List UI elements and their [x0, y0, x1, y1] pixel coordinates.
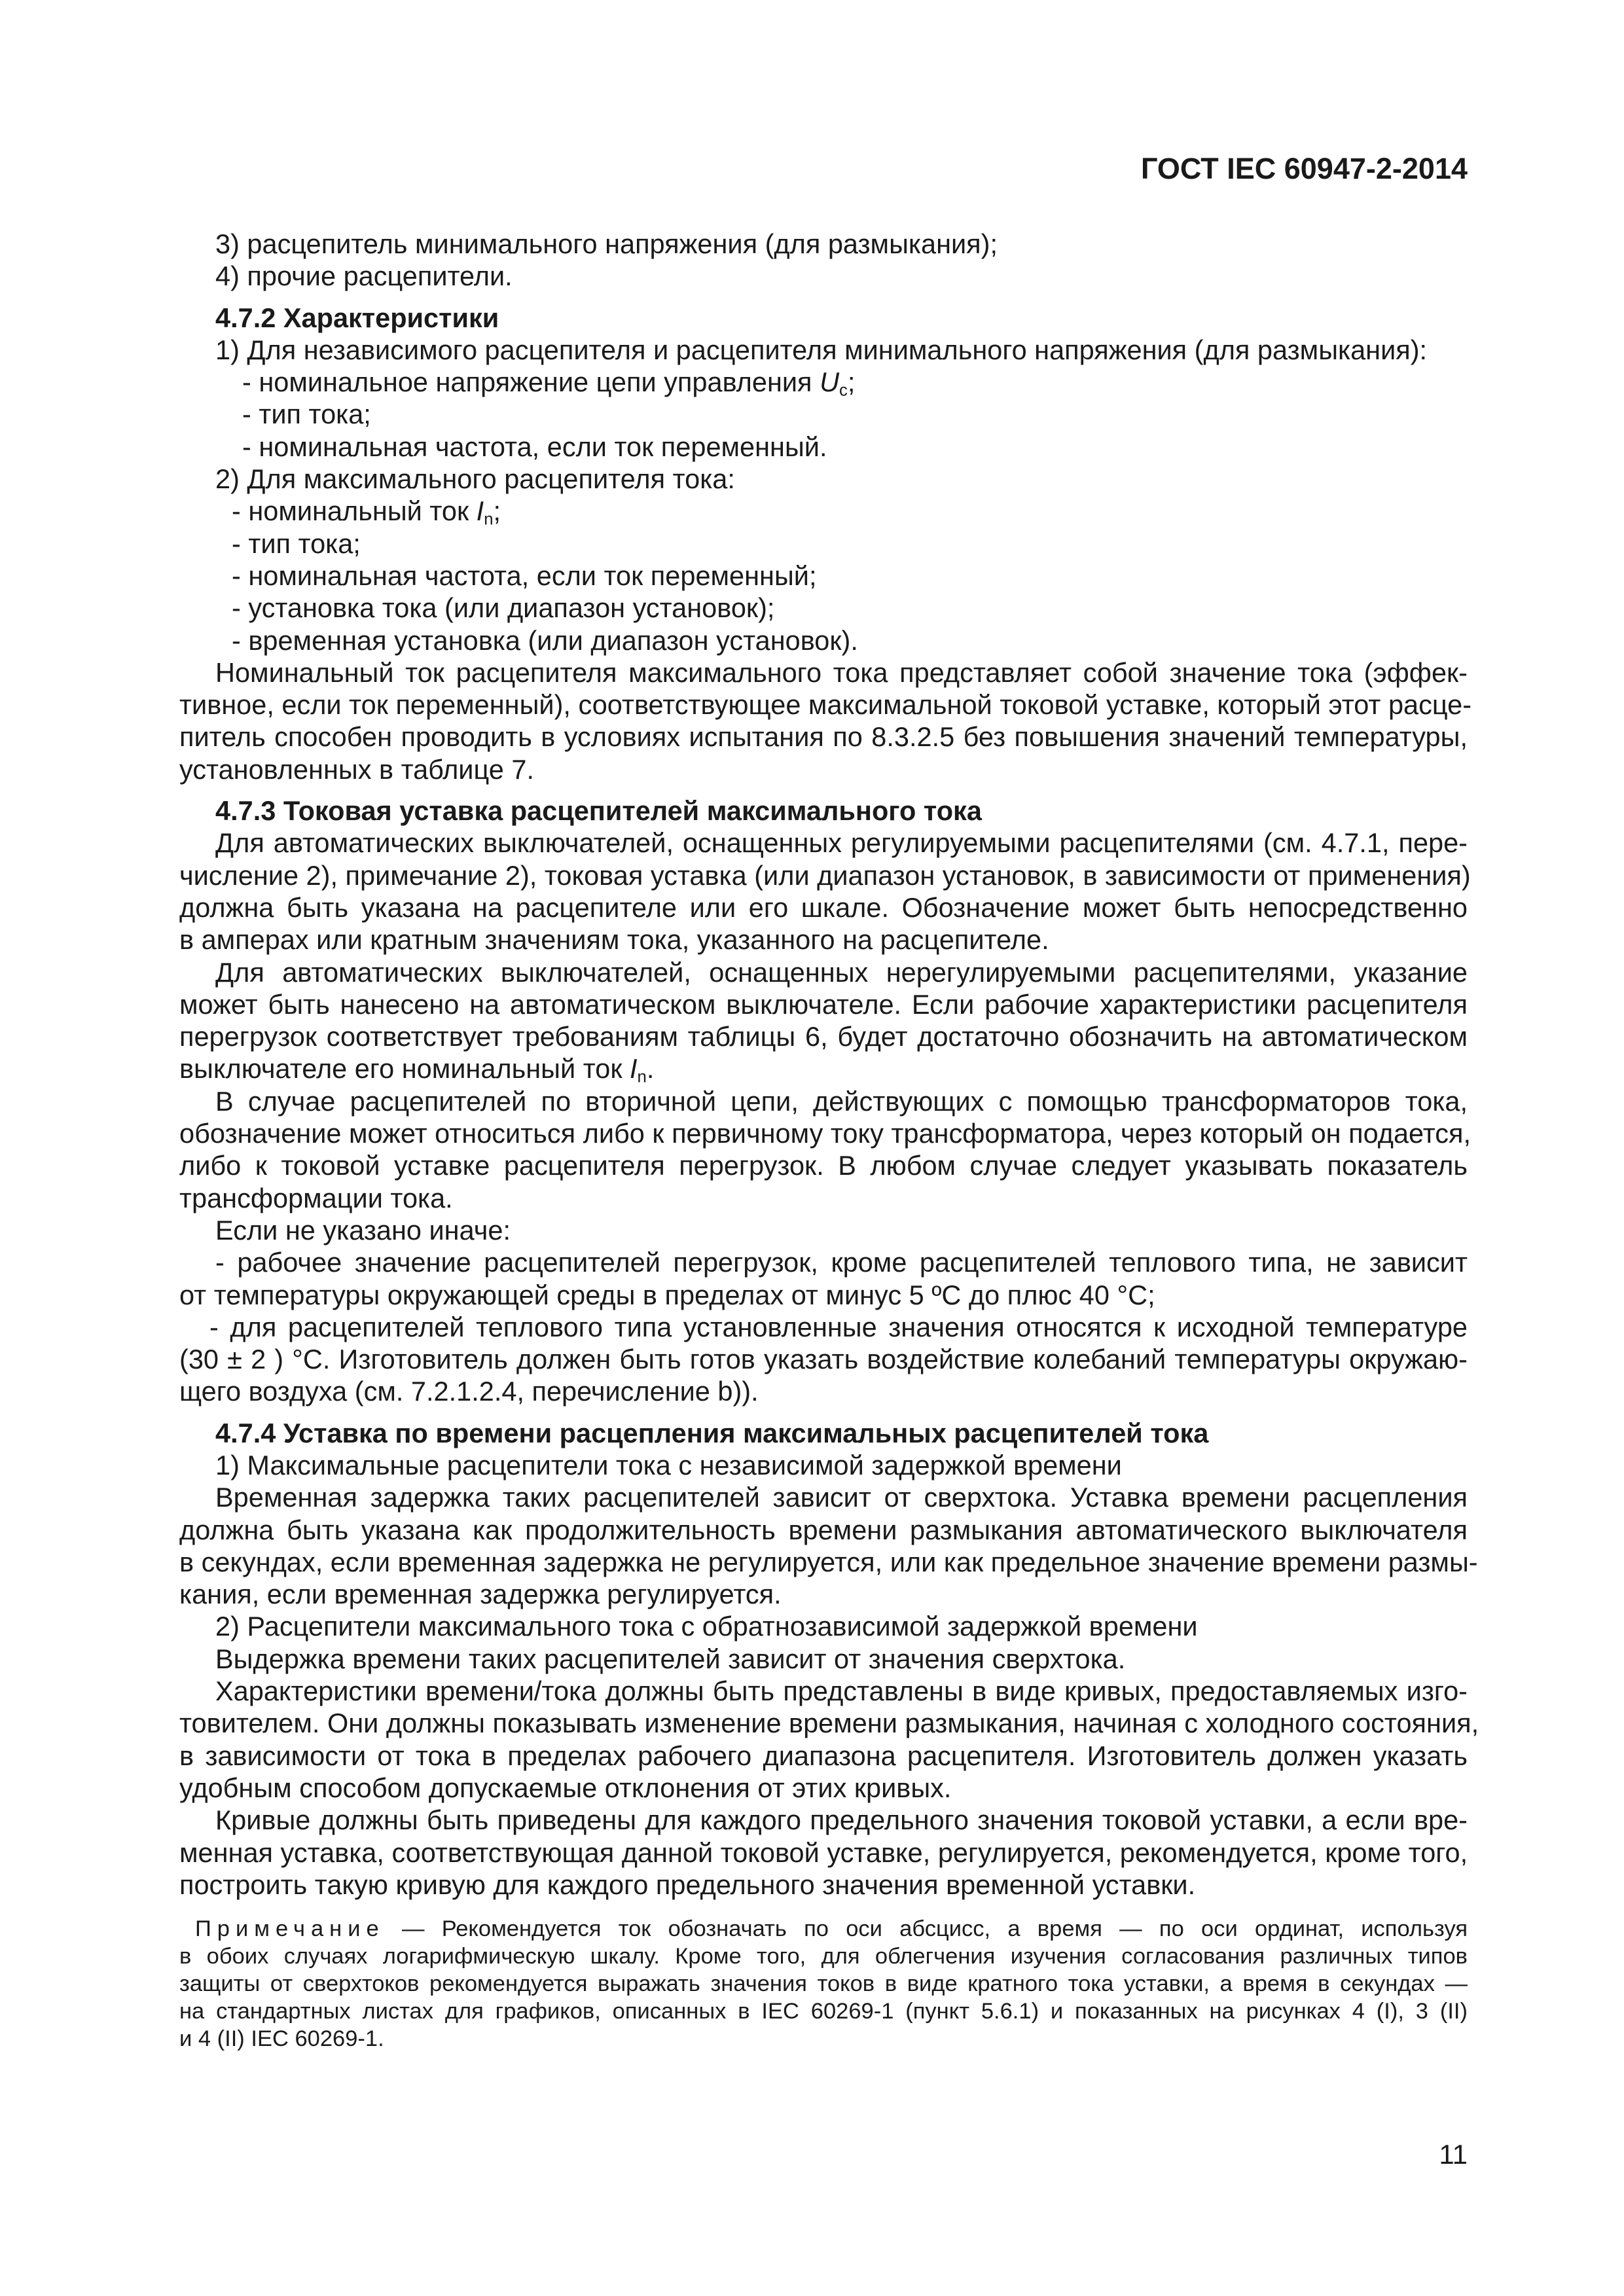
paragraph: должна быть указана как продолжительность времени размыкания автоматического выключателя: [179, 1514, 1468, 1545]
paragraph: числение 2), примечание 2), токовая уставка (или диапазон установок, в зависимости от применения): [179, 859, 1471, 891]
standard-designation: ГОСТ IEC 60947-2-2014: [1140, 152, 1468, 185]
paragraph: в зависимости от тока в пределах рабочего диапазона расцепителя. Изготовитель должен указать: [179, 1740, 1468, 1771]
note-line: в обоих случаях логарифмическую шкалу. Кроме того, для облегчения изучения согласования различных типов: [179, 1944, 1468, 1969]
section-heading-4-7-4: 4.7.4 Уставка по времени расцепления максимальных расцепителей тока: [215, 1417, 1209, 1448]
paragraph: удобным способом допускаемые отклонения от этих кривых.: [179, 1772, 952, 1803]
paragraph: щего воздуха (см. 7.2.1.2.4, перечисление b)).: [179, 1376, 759, 1407]
paragraph: обозначение может относиться либо к первичному току трансформатора, через который он подается,: [179, 1118, 1471, 1149]
paragraph: Для автоматических выключателей, оснащенных регулируемыми расцепителями (см. 4.7.1, пере-: [215, 827, 1468, 859]
paragraph: выключателе его номинальный ток $I_n$.: [179, 1053, 655, 1086]
note-line: защиты от сверхтоков рекомендуется выражать значения токов в виде кратного тока уставки, а время в секундах —: [179, 1971, 1468, 1997]
list-item: - тип тока;: [242, 399, 371, 430]
paragraph: В случае расцепителей по вторичной цепи, действующих с помощью трансформаторов тока,: [215, 1085, 1468, 1117]
paragraph: - для расцепителей теплового типа установленные значения относятся к исходной температуре: [209, 1311, 1468, 1342]
paragraph: должна быть указана на расцепителе или его шкале. Обозначение может быть непосредственно: [179, 891, 1468, 923]
paragraph: построить такую кривую для каждого предельного значения временной уставки.: [179, 1869, 1196, 1900]
paragraph: может быть нанесено на автоматическом выключателе. Если рабочие характеристики расцепителя: [179, 988, 1468, 1020]
body-text: [179, 228, 1479, 2053]
list-item: - установка тока (или диапазон установок);: [232, 592, 775, 624]
paragraph: - рабочее значение расцепителей перегрузок, кроме расцепителей теплового типа, не зависит: [215, 1247, 1468, 1278]
paragraph: Характеристики времени/тока должны быть представлены в виде кривых, предоставляемых изго-: [215, 1676, 1468, 1707]
paragraph: установленных в таблице 7.: [179, 753, 535, 785]
paragraph: трансформации тока.: [179, 1182, 453, 1213]
paragraph: товителем. Они должны показывать изменение времени размыкания, начиная с холодного состояния,: [179, 1708, 1479, 1739]
paragraph: либо к токовой уставке расцепителя перегрузок. В любом случае следует указывать показатель: [179, 1150, 1468, 1181]
page-number: 11: [1439, 2139, 1468, 2170]
list-item: 3) расцепитель минимального напряжения (для размыкания);: [215, 228, 998, 259]
paragraph: питель способен проводить в условиях испытания по 8.3.2.5 без повышения значений температуры,: [179, 721, 1468, 753]
list-item: - номинальная частота, если ток переменный.: [242, 431, 827, 462]
paragraph: кания, если временная задержка регулируется.: [179, 1579, 782, 1610]
paragraph: Временная задержка таких расцепителей зависит от сверхтока. Уставка времени расцепления: [215, 1482, 1468, 1513]
paragraph: в амперах или кратным значениям тока, указанного на расцепителе.: [179, 924, 1049, 956]
paragraph: Если не указано иначе:: [215, 1214, 511, 1246]
note-label: Примечание: [195, 1916, 385, 1942]
paragraph: в секундах, если временная задержка не регулируется, или как предельное значение времени размы-: [179, 1546, 1478, 1577]
list-item: - номинальный ток $I_n$;: [232, 495, 501, 529]
list-item: 1) Для независимого расцепителя и расцепителя минимального напряжения (для размыкания):: [215, 334, 1428, 365]
note-line: и 4 (II) IEC 60269-1.: [179, 2026, 384, 2052]
paragraph: Выдержка времени таких расцепителей зависит от значения сверхтока.: [215, 1643, 1126, 1674]
paragraph: Кривые должны быть приведены для каждого предельного значения токовой уставки, а если вре-: [215, 1804, 1468, 1836]
paragraph: Номинальный ток расцепителя максимального тока представляет собой значение тока (эффек-: [215, 656, 1468, 688]
section-heading-4-7-3: 4.7.3 Токовая уставка расцепителей максимального тока: [215, 795, 982, 827]
list-item: - временная установка (или диапазон установок).: [232, 624, 858, 656]
paragraph: тивное, если ток переменный), соответствующее максимальной токовой уставке, который этот расце-: [179, 689, 1472, 721]
list-item: - номинальное напряжение цепи управления $U_c$;: [242, 367, 856, 400]
paragraph: (30 ± 2 ) °С. Изготовитель должен быть готов указать воздействие колебаний температуры окружаю-: [179, 1344, 1468, 1375]
list-item: - номинальная частота, если ток переменный;: [232, 560, 817, 591]
list-item: 2) Для максимального расцепителя тока:: [215, 463, 735, 495]
paragraph: менная уставка, соответствующая данной токовой уставке, регулируется, рекомендуется, кроме того,: [179, 1837, 1468, 1868]
subheading: 2) Расцепители максимального тока с обратнозависимой задержкой времени: [215, 1611, 1198, 1642]
paragraph: Для автоматических выключателей, оснащенных нерегулируемыми расцепителями, указание: [215, 956, 1468, 988]
list-item: 4) прочие расцепители.: [215, 260, 513, 292]
paragraph: перегрузок соответствует требованиям таблицы 6, будет достаточно обозначить на автоматическом: [179, 1021, 1468, 1052]
section-heading-4-7-2: 4.7.2 Характеристики: [215, 302, 499, 333]
list-item: - тип тока;: [232, 528, 361, 559]
note: [179, 1915, 1468, 2053]
subheading: 1) Максимальные расцепители тока с независимой задержкой времени: [215, 1449, 1122, 1480]
paragraph: от температуры окружающей среды в пределах от минус 5 ºС до плюс 40 °С;: [179, 1279, 1155, 1310]
note-line: Примечание — Рекомендуется ток обозначать по оси абсцисс, а время — по оси ординат, используя: [195, 1916, 1468, 1942]
note-line: на стандартных листах для графиков, описанных в IEC 60269-1 (пункт 5.6.1) и показанных на рисунках 4 (I), 3 (II): [179, 1999, 1468, 2024]
